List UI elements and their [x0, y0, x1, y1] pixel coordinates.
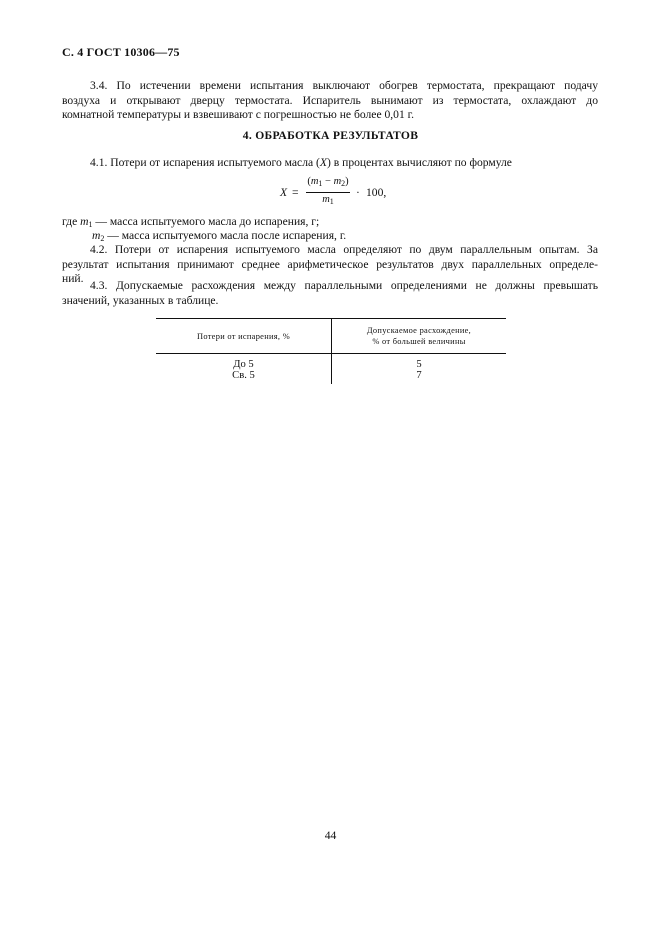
paragraph-3-4-line-1: 3.4. По истечении времени испытания выключают обогрев термостата, прекращают подачу [90, 79, 598, 92]
paragraph-4-2-line-1: 4.2. Потери от испарения испытуемого масла определяют по двум параллельным опытам. За [90, 243, 598, 256]
formula-multiply: · [356, 186, 360, 199]
table-header-allowed [332, 325, 506, 347]
paragraph-4-3-line-2: значений, указанных в таблице. [62, 293, 219, 307]
formula-paren-close: ) [345, 176, 349, 187]
formula-denominator [304, 194, 352, 205]
formula-equals: = [292, 186, 299, 199]
page-number: 44 [324, 829, 337, 842]
page-header: С. 4 ГОСТ 10306—75 [62, 45, 180, 59]
table-row-2-allowed: 7 [416, 370, 422, 381]
formula-fraction-bar [306, 192, 350, 193]
formula-numerator [304, 176, 352, 187]
formula-m1-sub: 1 [318, 179, 323, 188]
formula-lhs: X [280, 186, 288, 199]
paragraph-3-4-line-3: комнатной температуры и взвешивают с погрешностью не более 0,01 г. [62, 108, 415, 122]
table-row-1-loss: До 5 [233, 359, 254, 370]
table-row-2-loss: Св. 5 [232, 370, 255, 381]
paragraph-4-3-line-1: 4.3. Допускаемые расхождения между параллельными определениями не должны превышать [90, 279, 598, 292]
paragraph-4-1-line [62, 156, 598, 171]
definition-m2-desc: — масса испытуемого масла после испарения, г. [107, 229, 347, 242]
paragraph-4-2-line-2: результат испытания принимают среднее арифметическое результатов двух параллельных определе- [62, 257, 598, 271]
table-header-allowed-line-1: Допускаемое расхождение, [366, 326, 472, 335]
paragraph-4-1-text-before: 4.1. Потери от испарения испытуемого масла ( [90, 156, 320, 169]
paragraph-4-1-variable: X [319, 156, 327, 169]
paragraph-4-3 [62, 279, 598, 308]
paragraph-4-1 [62, 156, 598, 171]
definition-m1-desc: — масса испытуемого масла до испарения, г; [95, 215, 320, 228]
table-header-loss: Потери от испарения, % [197, 332, 290, 341]
paragraph-3-4 [62, 79, 598, 123]
paragraph-3-4-line-2: воздуха и открывают дверцу термостата. Испаритель вынимают из термостата, охлаждают до [62, 93, 598, 107]
formula-den-sub: 1 [329, 197, 334, 206]
formula-factor: 100, [366, 186, 387, 199]
formula-m2-sub: 2 [341, 179, 346, 188]
definition-m2-sub: 2 [100, 234, 105, 243]
formula-m2: m [333, 176, 342, 187]
definition-m1-symbol: m [80, 215, 89, 228]
definition-m2-symbol: m [92, 229, 101, 242]
definition-m2 [92, 229, 628, 244]
definition-m1 [62, 215, 598, 230]
table-row-1-allowed: 5 [416, 359, 422, 370]
section-title: 4. ОБРАБОТКА РЕЗУЛЬТАТОВ [242, 129, 419, 142]
paragraph-4-1-text-after: ) в процентах вычисляют по формуле [327, 156, 512, 169]
formula-den-m: m [322, 194, 330, 205]
definition-m1-sub: 1 [88, 220, 93, 229]
table-header-allowed-line-2: % от большей величины [372, 337, 466, 346]
formula [280, 176, 440, 212]
formula-paren-open: ( [307, 176, 311, 187]
tolerance-table [156, 318, 506, 384]
formula-m1: m [310, 176, 319, 187]
formula-minus: − [325, 176, 331, 187]
paragraph-4-2-line-3: ний. [62, 272, 84, 286]
definition-where: где [62, 215, 78, 228]
